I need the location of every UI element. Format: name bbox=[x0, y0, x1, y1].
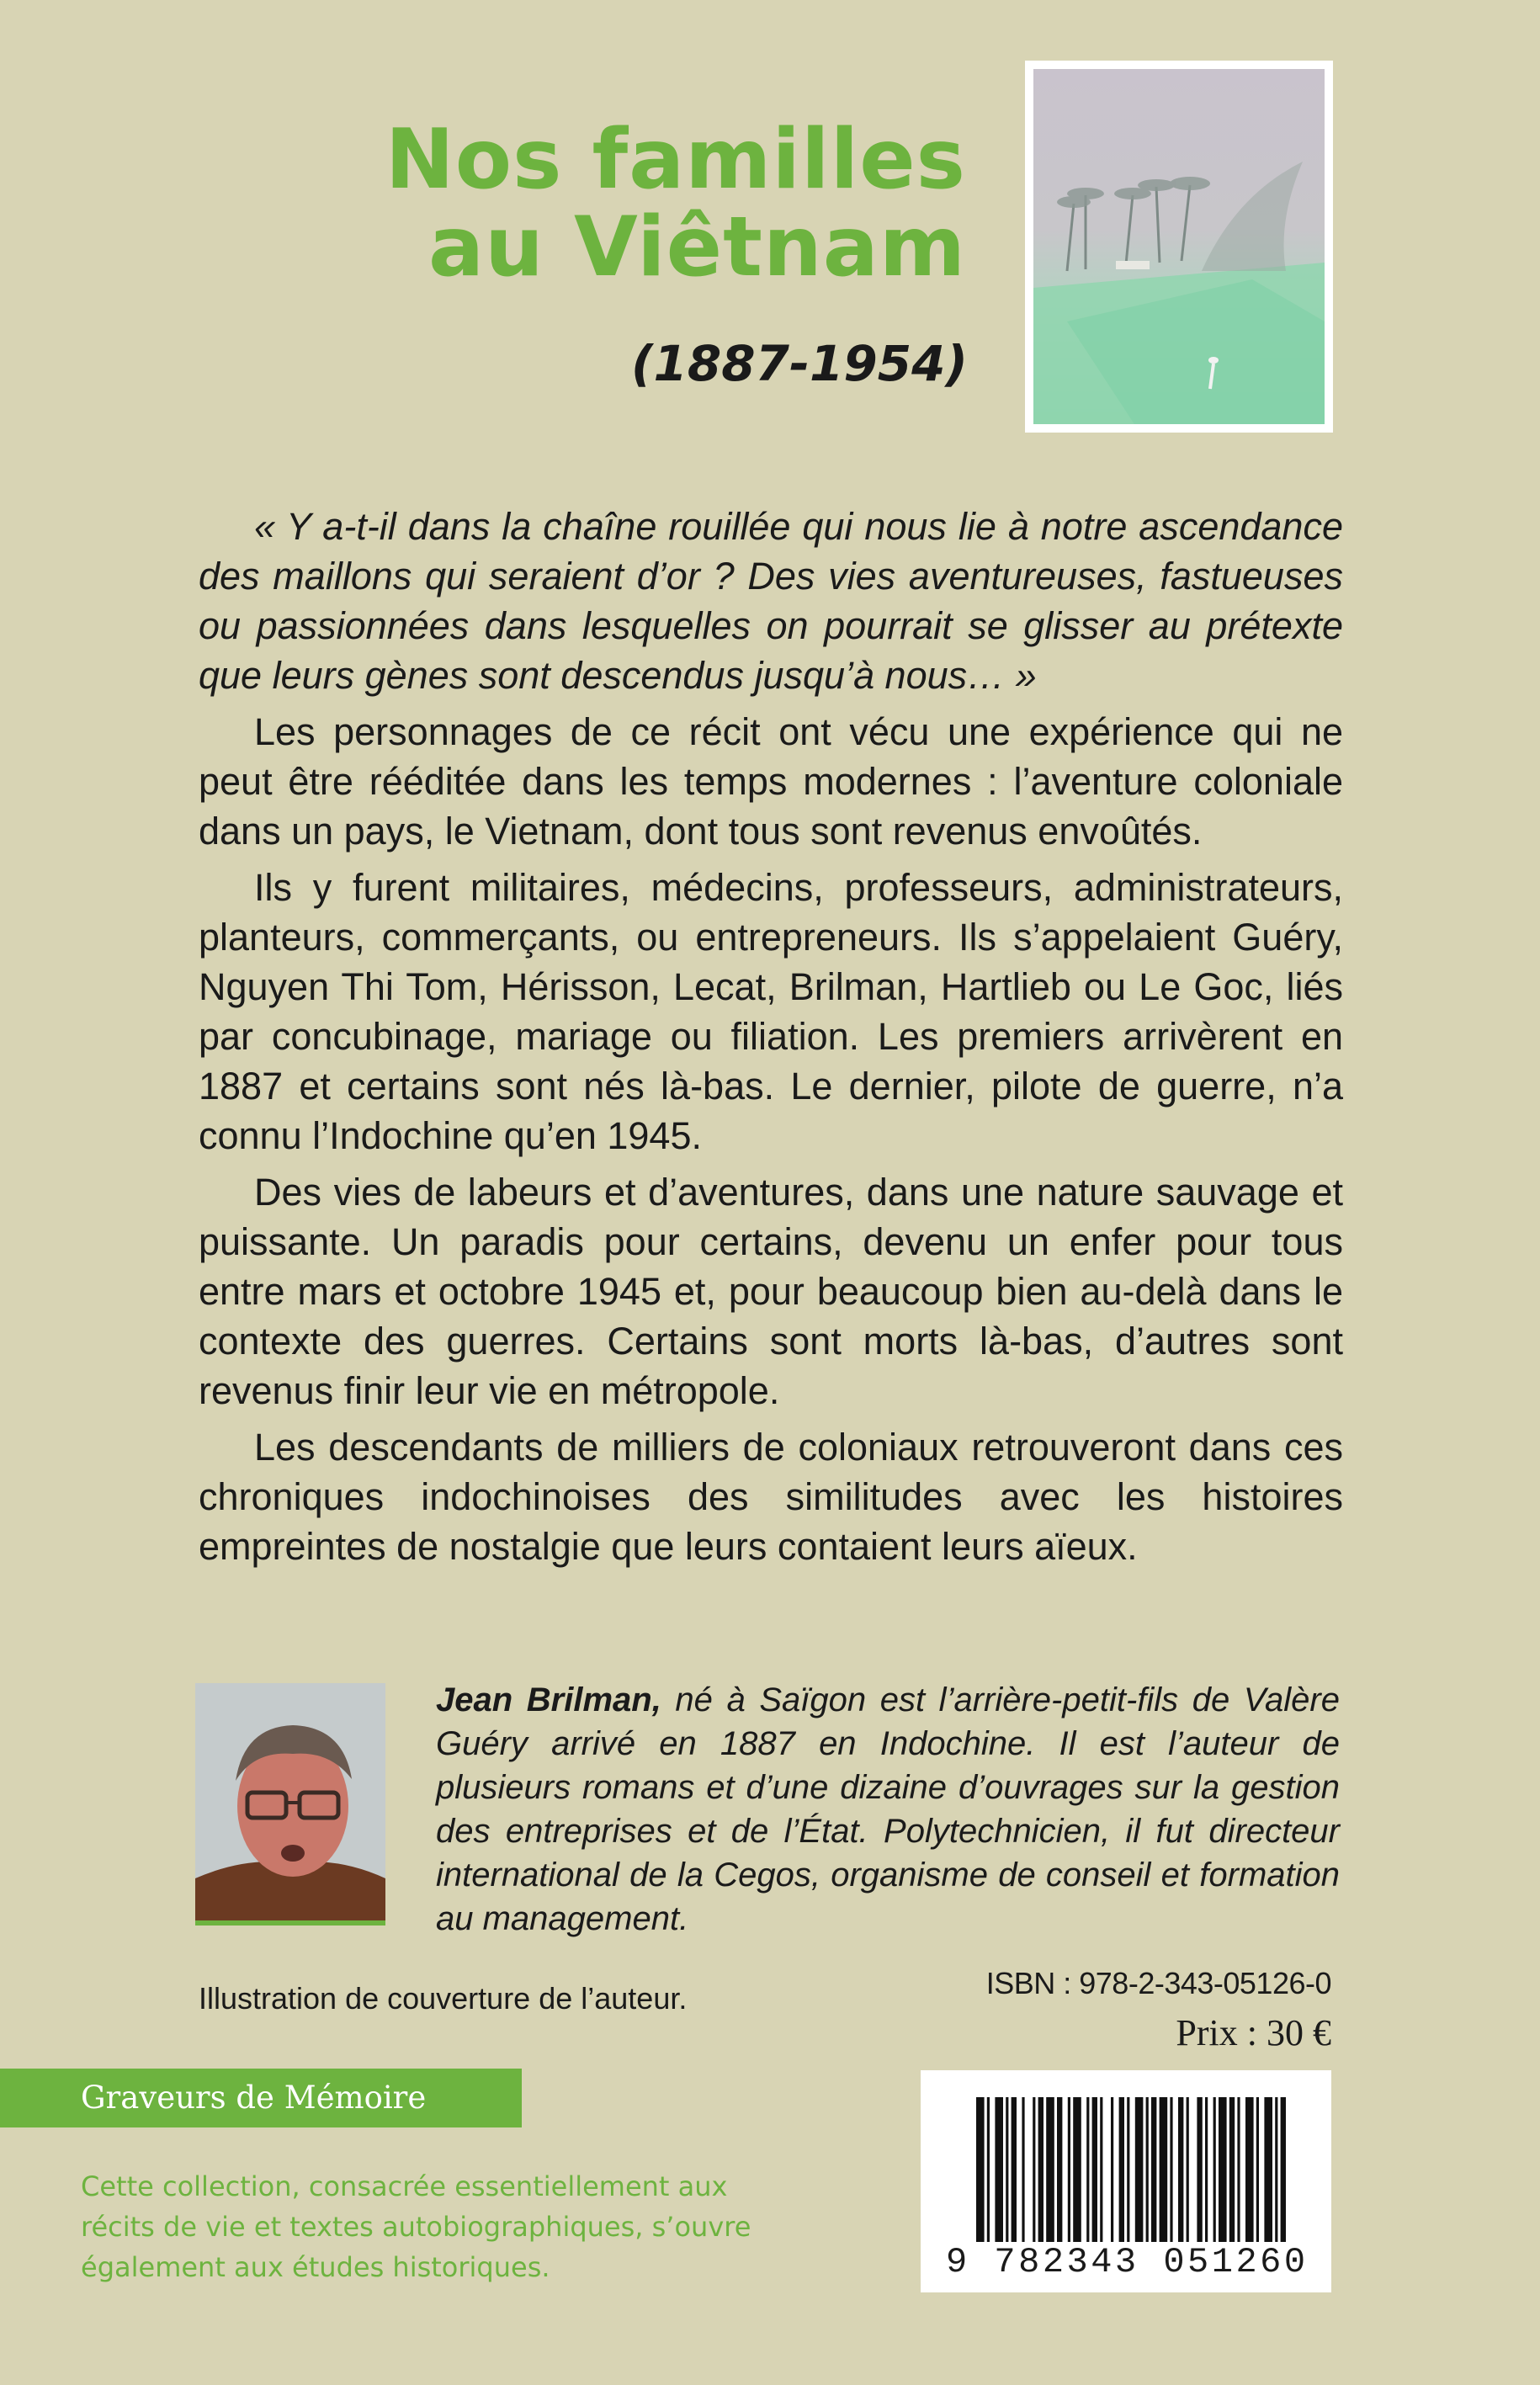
palm-landscape-painting bbox=[1033, 69, 1325, 424]
title-line-1: Nos familles bbox=[385, 112, 966, 208]
blurb-paragraph-3: Des vies de labeurs et d’aventures, dans une nature sauvage et puissante. Un paradis pour certains, devenu un enfer pour tous entre mars et octobre 1945 et, pour beaucoup bien au-delà dans le contexte des guerres. Certains sont morts là-bas, d’autres sont revenus finir leur vie en métropole. bbox=[199, 1171, 1343, 1412]
author-photo bbox=[195, 1683, 385, 1926]
barcode bbox=[921, 2070, 1331, 2292]
blurb-paragraph-4: Les descendants de milliers de coloniaux retrouveront dans ces chroniques indochinoises des similitudes avec les histoires empreintes de nostalgie que leurs contaient leurs aïeux. bbox=[199, 1426, 1343, 1568]
barcode-digits: 9 782343 051260 bbox=[946, 2242, 1316, 2282]
isbn: ISBN : 978-2-343-05126-0 bbox=[985, 1966, 1331, 2000]
author-bio bbox=[436, 1678, 1340, 1941]
blurb-paragraph-2: Ils y furent militaires, médecins, professeurs, administrateurs, planteurs, commerçants, ou entrepreneurs. Ils s’appelaient Guéry, Nguyen Thi Tom, Hérisson, Lecat, Brilman, Hartlieb ou Le Goc, liés par concubinage, mariage ou filiation. Les premiers arrivèrent en 1887 et certains sont nés là-bas. Le dernier, pilote de guerre, n’a connu l’Indochine qu’en 1945. bbox=[199, 866, 1343, 1157]
author-name: Jean Brilman, bbox=[436, 1681, 661, 1718]
author-portrait bbox=[195, 1683, 385, 1920]
blurb-quote: « Y a-t-il dans la chaîne rouillée qui nous lie à notre ascendance des maillons qui seraient d’or ? Des vies aventureuses, fastueuses ou passionnées dans lesquelles on pourrait se glisser au prétexte que leurs gènes sont descendus jusqu’à nous… » bbox=[199, 505, 1343, 697]
book-title bbox=[385, 112, 966, 295]
book-dates: (1887-1954) bbox=[631, 335, 968, 392]
price: Prix : 30 € bbox=[1176, 2012, 1331, 2053]
cover-illustration bbox=[1025, 61, 1333, 433]
collection-description: Cette collection, consacrée essentiellement aux récits de vie et textes autobiographiques, s’ouvre également aux études historiques. bbox=[81, 2170, 751, 2283]
back-cover-blurb bbox=[199, 502, 1343, 1578]
blurb-paragraph-1: Les personnages de ce récit ont vécu une expérience qui ne peut être rééditée dans les temps modernes : l’aventure coloniale dans un pays, le Vietnam, dont tous sont revenus envoûtés. bbox=[199, 710, 1343, 853]
title-line-2: au Viêtnam bbox=[427, 199, 966, 295]
author-bio-text: né à Saïgon est l’arrière-petit-fils de Valère Guéry arrivé en 1887 en Indochine. Il est l’auteur de plusieurs romans et d’une dizaine d’ouvrages sur la gestion des entreprises et de l’État. Polytechnicien, il fut directeur international de la Cegos, organisme de conseil et formation au management. bbox=[436, 1681, 1340, 1937]
collection-banner: Graveurs de Mémoire bbox=[0, 2069, 522, 2127]
illustration-credit: Illustration de couverture de l’auteur. bbox=[199, 1981, 688, 2016]
